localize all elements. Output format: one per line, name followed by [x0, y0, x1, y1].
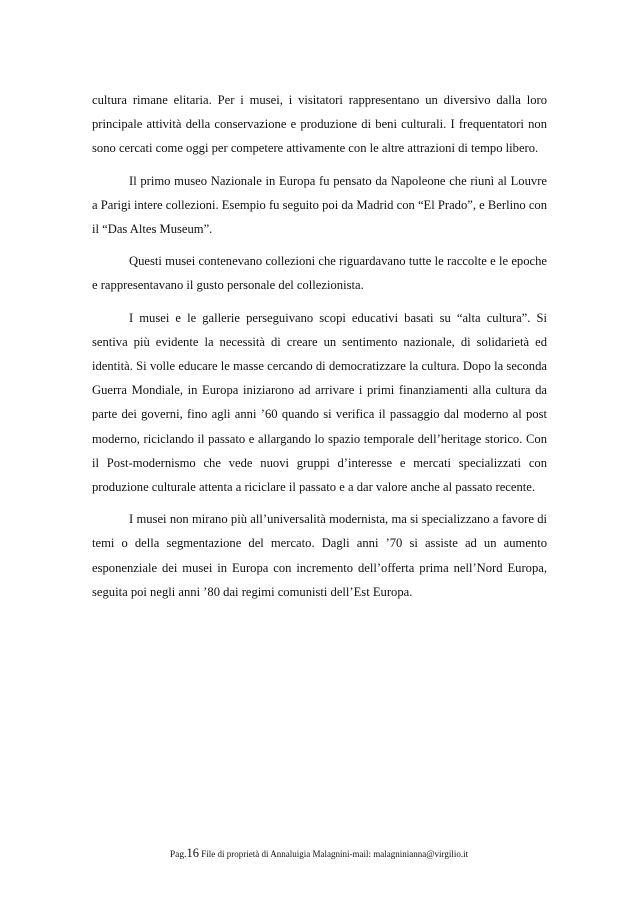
body-text [92, 88, 547, 612]
paragraph-5: I musei non mirano più all’universalità modernista, ma si specializzano a favore di temi o della segmentazione del mercato. Dagli anni ’70 si assiste ad un aumento esponenziale dei musei in Europa con incremento dell’offerta prima nell’Nord Europa, seguita poi negli anni ’80 dai regimi comunisti dell’Est Europa. [92, 512, 547, 599]
page-footer [0, 846, 638, 862]
paragraph-4: I musei e le gallerie perseguivano scopi educativi basati su “alta cultura”. Si sentiva più evidente la necessità di creare un sentimento nazionale, di solidarietà ed identità. Si volle educare le masse cercando di democratizzare la cultura. Dopo la seconda Guerra Mondiale, in Europa iniziarono ad arrivare i primi finanziamenti alla cultura da parte dei governi, fino agli anni ’60 quando si verifica il passaggio dal moderno al post moderno, riciclando il passato e allargando lo spazio temporale dell’heritage storico. Con il Post-modernismo che vede nuovi gruppi d’interesse e mercati specializzati con produzione culturale attenta a riciclare il passato e a dar valore anche al passato recente. [92, 310, 547, 495]
page-label: Pag. [169, 850, 187, 860]
paragraph-2: Il primo museo Nazionale in Europa fu pensato da Napoleone che riunì al Louvre a Parigi intere collezioni. Esempio fu seguito poi da Madrid con “El Prado”, e Berlino con il “Das Altes Museum”. [92, 173, 547, 237]
page-number: 16 [186, 846, 200, 860]
footer-text: File di proprietà di Annaluigia Malagnini-mail: malagninianna@virgilio.it [199, 849, 469, 859]
paragraph-1: cultura rimane elitaria. Per i musei, i visitatori rappresentano un diversivo dalla loro principale attività della conservazione e produzione di beni culturali. I frequentatori non sono cercati come oggi per competere attivamente con le altre attrazioni di tempo libero. [92, 93, 547, 156]
paragraph-3: Questi musei contenevano collezioni che riguardavano tutte le raccolte e le epoche e rappresentavano il gusto personale del collezionista. [92, 254, 547, 293]
